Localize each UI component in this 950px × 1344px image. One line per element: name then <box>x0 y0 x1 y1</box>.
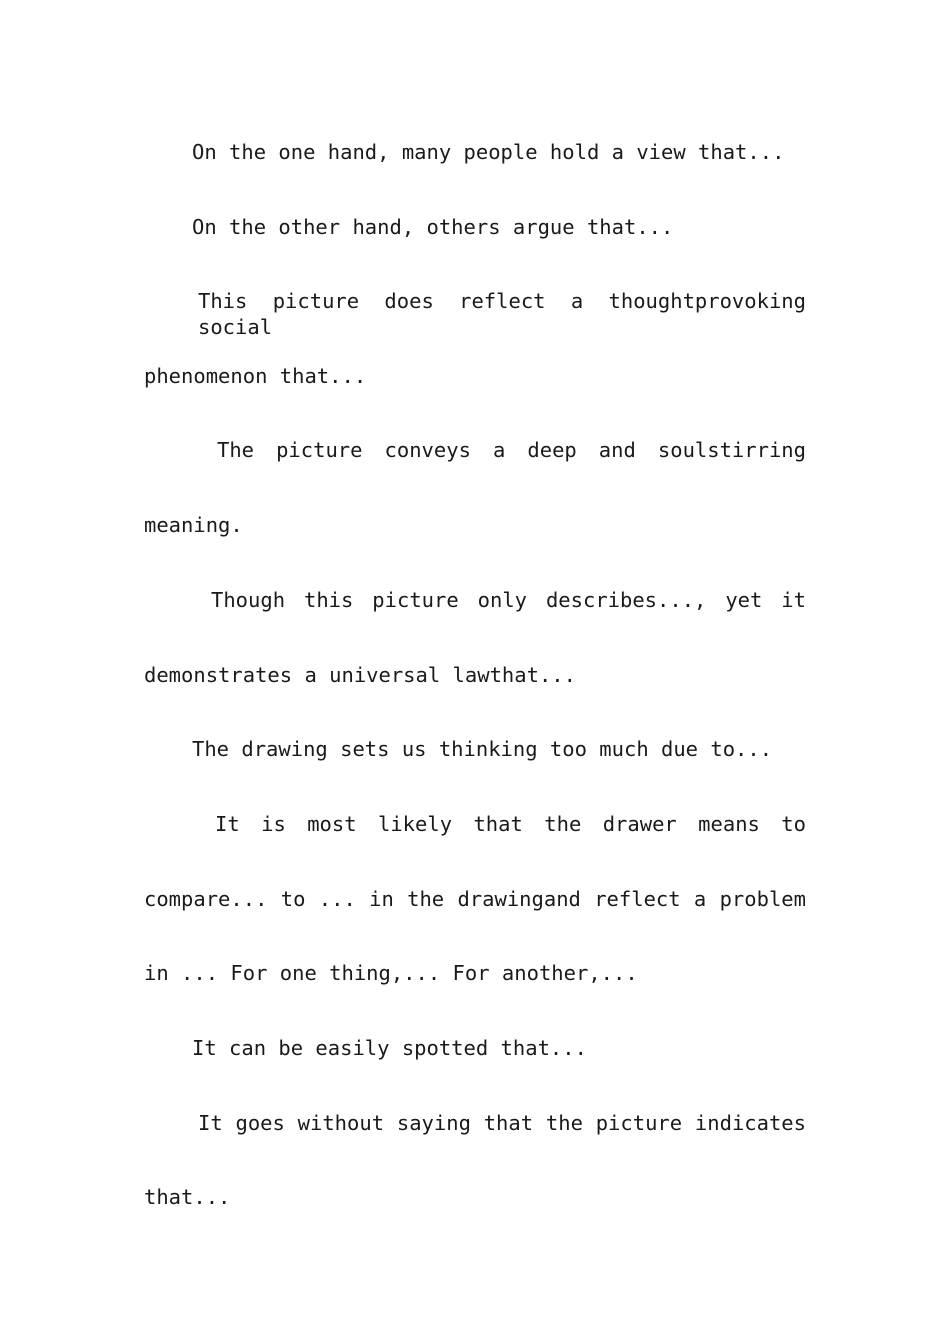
text-line: The drawing sets us thinking too much due to... <box>192 737 773 761</box>
text-line: meaning. <box>144 513 243 537</box>
text-line: On the other hand, others argue that... <box>192 215 674 239</box>
text-line: This picture does reflect a thoughtprovoking social <box>198 289 806 339</box>
text-line: On the one hand, many people hold a view that... <box>192 140 785 164</box>
text-line: The picture conveys a deep and soulstirring <box>217 438 806 462</box>
text-line: demonstrates a universal lawthat... <box>144 663 576 687</box>
text-line: It goes without saying that the picture indicates <box>198 1111 806 1135</box>
text-line: that... <box>144 1185 231 1209</box>
text-line: in ... For one thing,... For another,... <box>144 961 638 985</box>
text-line: compare... to ... in the drawingand reflect a problem <box>144 887 806 911</box>
text-line: phenomenon that... <box>144 364 367 388</box>
text-line: It is most likely that the drawer means to <box>215 812 806 836</box>
text-line: It can be easily spotted that... <box>192 1036 587 1060</box>
text-line: Though this picture only describes..., yet it <box>211 588 806 612</box>
